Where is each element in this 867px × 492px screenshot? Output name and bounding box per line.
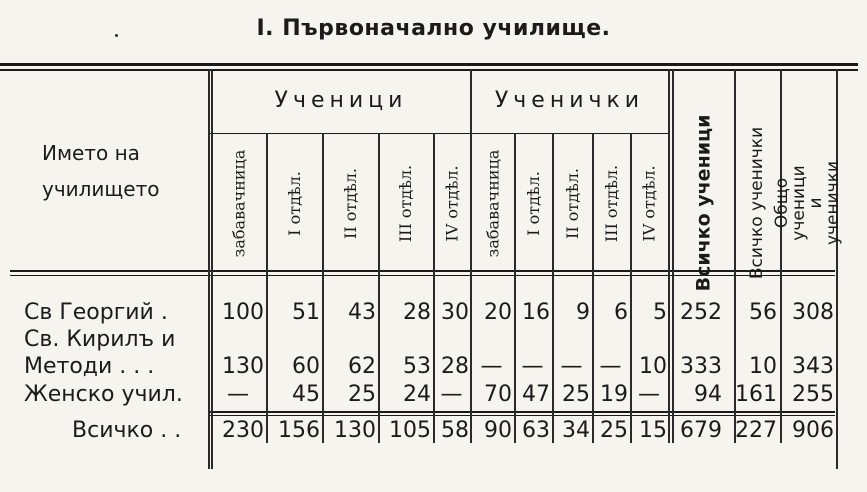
sub-header: Общо ученици и ученички	[772, 160, 844, 246]
col-divider	[208, 69, 210, 469]
table-cell: 90	[484, 418, 512, 443]
table-cell: 43	[348, 300, 376, 325]
table-cell: 60	[292, 354, 320, 379]
row-header-line: Името на	[42, 141, 140, 165]
sub-header: II отдѣл.	[341, 167, 360, 239]
table-cell: 20	[484, 300, 512, 325]
table-cell: 25	[348, 382, 376, 407]
table-cell: —	[480, 354, 503, 379]
sub-header: Всичко ученици	[692, 114, 715, 292]
table-cell: 252	[680, 300, 722, 325]
total-rule-thin	[210, 415, 835, 416]
table-cell: 28	[403, 300, 431, 325]
table-cell: 9	[576, 300, 590, 325]
table-cell: 105	[389, 418, 431, 443]
table-cell: 62	[348, 354, 376, 379]
table-cell: —	[560, 354, 583, 379]
table-cell: 25	[562, 382, 590, 407]
table-cell: 10	[749, 354, 777, 379]
sub-header: IV отдѣл.	[442, 164, 462, 242]
table-cell: 227	[735, 418, 777, 443]
table-cell: 100	[222, 300, 264, 325]
table-cell: 161	[735, 382, 777, 407]
table-cell: 28	[441, 354, 469, 379]
sub-header: III отдѣл.	[602, 164, 621, 242]
page-title: I. Първоначално училище.	[256, 16, 611, 41]
row-header-line: училището	[42, 177, 160, 201]
table-cell: 130	[334, 418, 376, 443]
sub-header: Всичко ученички	[747, 126, 768, 280]
table-cell: 24	[403, 382, 431, 407]
top-rule	[0, 63, 858, 66]
table-cell: 94	[694, 382, 722, 407]
school-name: Св. Кирилъ и	[24, 327, 176, 352]
sub-header: забавачница	[483, 149, 502, 257]
school-name: Женско учил.	[24, 382, 183, 407]
sub-header: III отдѣл.	[396, 164, 416, 242]
school-name: Методи . . .	[24, 354, 155, 379]
table-cell: —	[599, 354, 622, 379]
sub-header: I отдѣл.	[524, 170, 544, 236]
table-cell: 156	[278, 418, 320, 443]
table-cell: 56	[749, 300, 777, 325]
table-cell: 30	[441, 300, 469, 325]
table-cell: 679	[680, 418, 722, 443]
school-name: Св Георгий .	[24, 300, 168, 325]
table-cell: 130	[222, 354, 264, 379]
table-cell: 6	[614, 300, 628, 325]
top-rule-thin	[0, 69, 858, 71]
table-cell: 906	[792, 418, 834, 443]
col-divider	[211, 69, 213, 469]
table-cell: —	[227, 382, 249, 407]
table-cell: 230	[222, 418, 264, 443]
sub-header: II отдѣл.	[563, 167, 582, 239]
table-cell: 15	[639, 418, 667, 443]
table-cell: 25	[600, 418, 628, 443]
table-cell: 63	[522, 418, 550, 443]
table-cell: 308	[792, 300, 834, 325]
table-cell: —	[440, 382, 463, 407]
ink-dot	[115, 34, 118, 37]
table-cell: 5	[653, 300, 667, 325]
table-cell: 58	[441, 418, 469, 443]
sub-header: забавачница	[229, 149, 249, 257]
total-label: Всичко . .	[72, 418, 182, 443]
table-cell: —	[521, 354, 544, 379]
col-divider	[836, 69, 838, 469]
group-header-boys: Ученици	[274, 88, 408, 113]
sub-header: IV отдѣл.	[640, 164, 660, 242]
table-cell: 10	[639, 354, 667, 379]
table-cell: —	[638, 382, 660, 407]
group-header-girls: Ученички	[494, 88, 645, 113]
table-cell: 343	[792, 354, 834, 379]
group-underline-rule	[210, 133, 670, 134]
table-cell: 45	[292, 382, 320, 407]
total-rule	[210, 411, 835, 413]
table-cell: 255	[792, 382, 834, 407]
table-cell: 53	[403, 354, 431, 379]
col-divider	[668, 69, 670, 443]
sub-header: I отдѣл.	[285, 170, 305, 236]
table-cell: 16	[522, 300, 550, 325]
table-cell: 51	[292, 300, 320, 325]
table-cell: 19	[600, 382, 628, 407]
table-cell: 333	[680, 354, 722, 379]
table-cell: 47	[522, 382, 550, 407]
table-cell: 70	[484, 382, 512, 407]
table-cell: 34	[562, 418, 590, 443]
row-header	[42, 135, 202, 207]
